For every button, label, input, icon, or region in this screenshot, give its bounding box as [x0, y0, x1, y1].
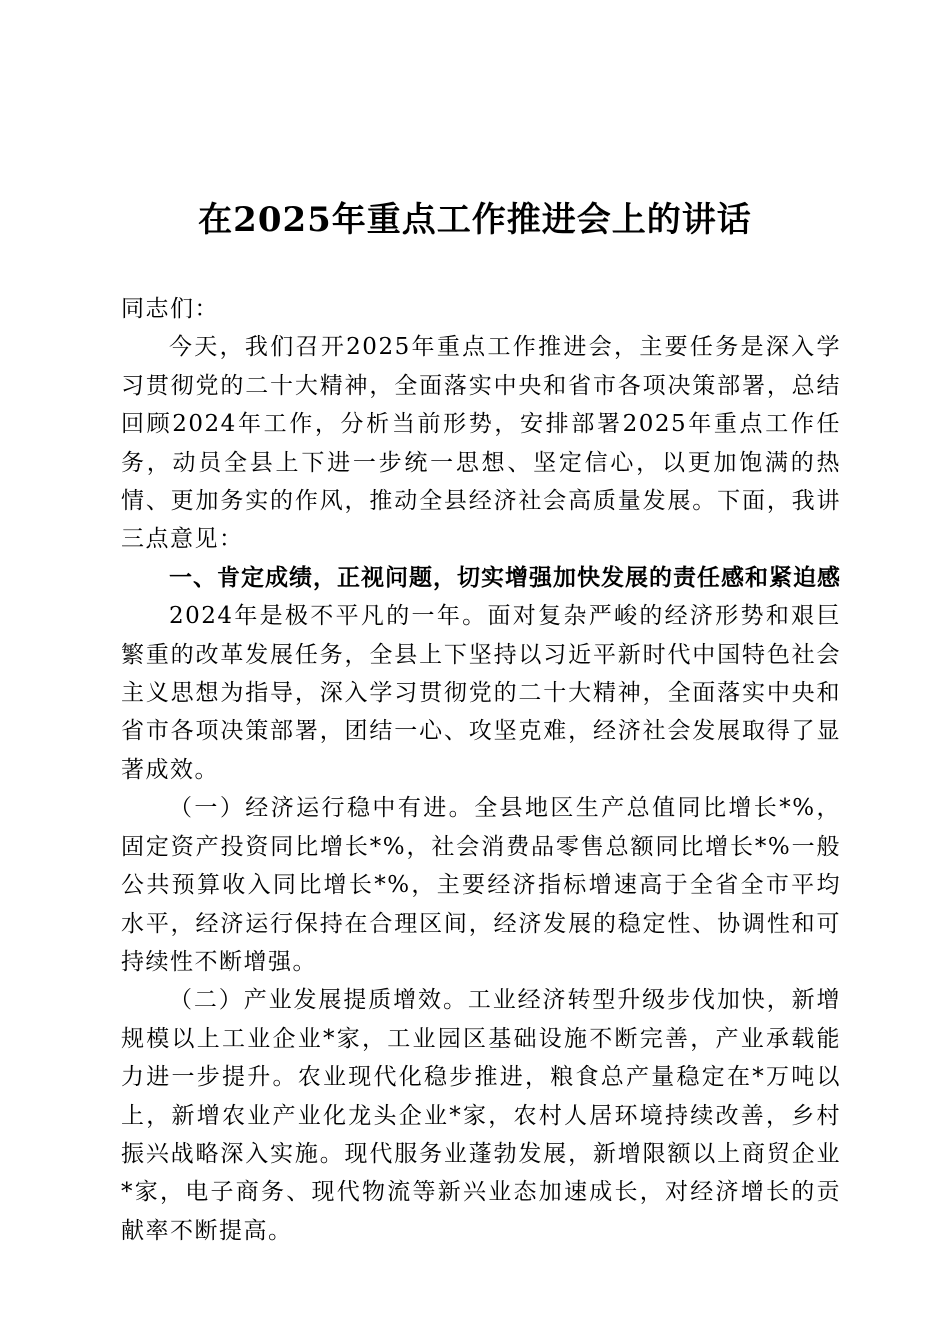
subsection-paragraph-1: （一）经济运行稳中有进。全县地区生产总值同比增长*%，固定资产投资同比增长*%，社会消费品零售总额同比增长*%一般公共预算收入同比增长*%，主要经济指标增速高于全省全市平均水平，经济运行保持在合理区间，经济发展的稳定性、协调性和可持续性不断增强。: [121, 795, 841, 975]
salutation: 同志们：: [121, 296, 219, 322]
subsection-paragraph-2: （二）产业发展提质增效。工业经济转型升级步伐加快，新增规模以上工业企业*家，工业园区基础设施不断完善，产业承载能力进一步提升。农业现代化稳步推进，粮食总产量稳定在*万吨以上，新增农业产业化龙头企业*家，农村人居环境持续改善，乡村振兴战略深入实施。现代服务业蓬勃发展，新增限额以上商贸企业*家，电子商务、现代物流等新兴业态加速成长，对经济增长的贡献率不断提高。: [121, 987, 841, 1244]
intro-paragraph: 今天，我们召开2025年重点工作推进会，主要任务是深入学习贯彻党的二十大精神，全面落实中央和省市各项决策部署，总结回顾2024年工作，分析当前形势，安排部署2025年重点工作任务，动员全县上下进一步统一思想、坚定信心，以更加饱满的热情、更加务实的作风，推动全县经济社会高质量发展。下面，我讲三点意见：: [121, 334, 841, 553]
section-paragraph: 2024年是极不平凡的一年。面对复杂严峻的经济形势和艰巨繁重的改革发展任务，全县上下坚持以习近平新时代中国特色社会主义思想为指导，深入学习贯彻党的二十大精神，全面落实中央和省市各项决策部署，团结一心、攻坚克难，经济社会发展取得了显著成效。: [121, 603, 841, 783]
document-title: 在2025年重点工作推进会上的讲话: [198, 200, 752, 240]
section-heading: 一、肯定成绩，正视问题，切实增强加快发展的责任感和紧迫感: [169, 564, 841, 591]
document-body: [121, 290, 841, 1250]
